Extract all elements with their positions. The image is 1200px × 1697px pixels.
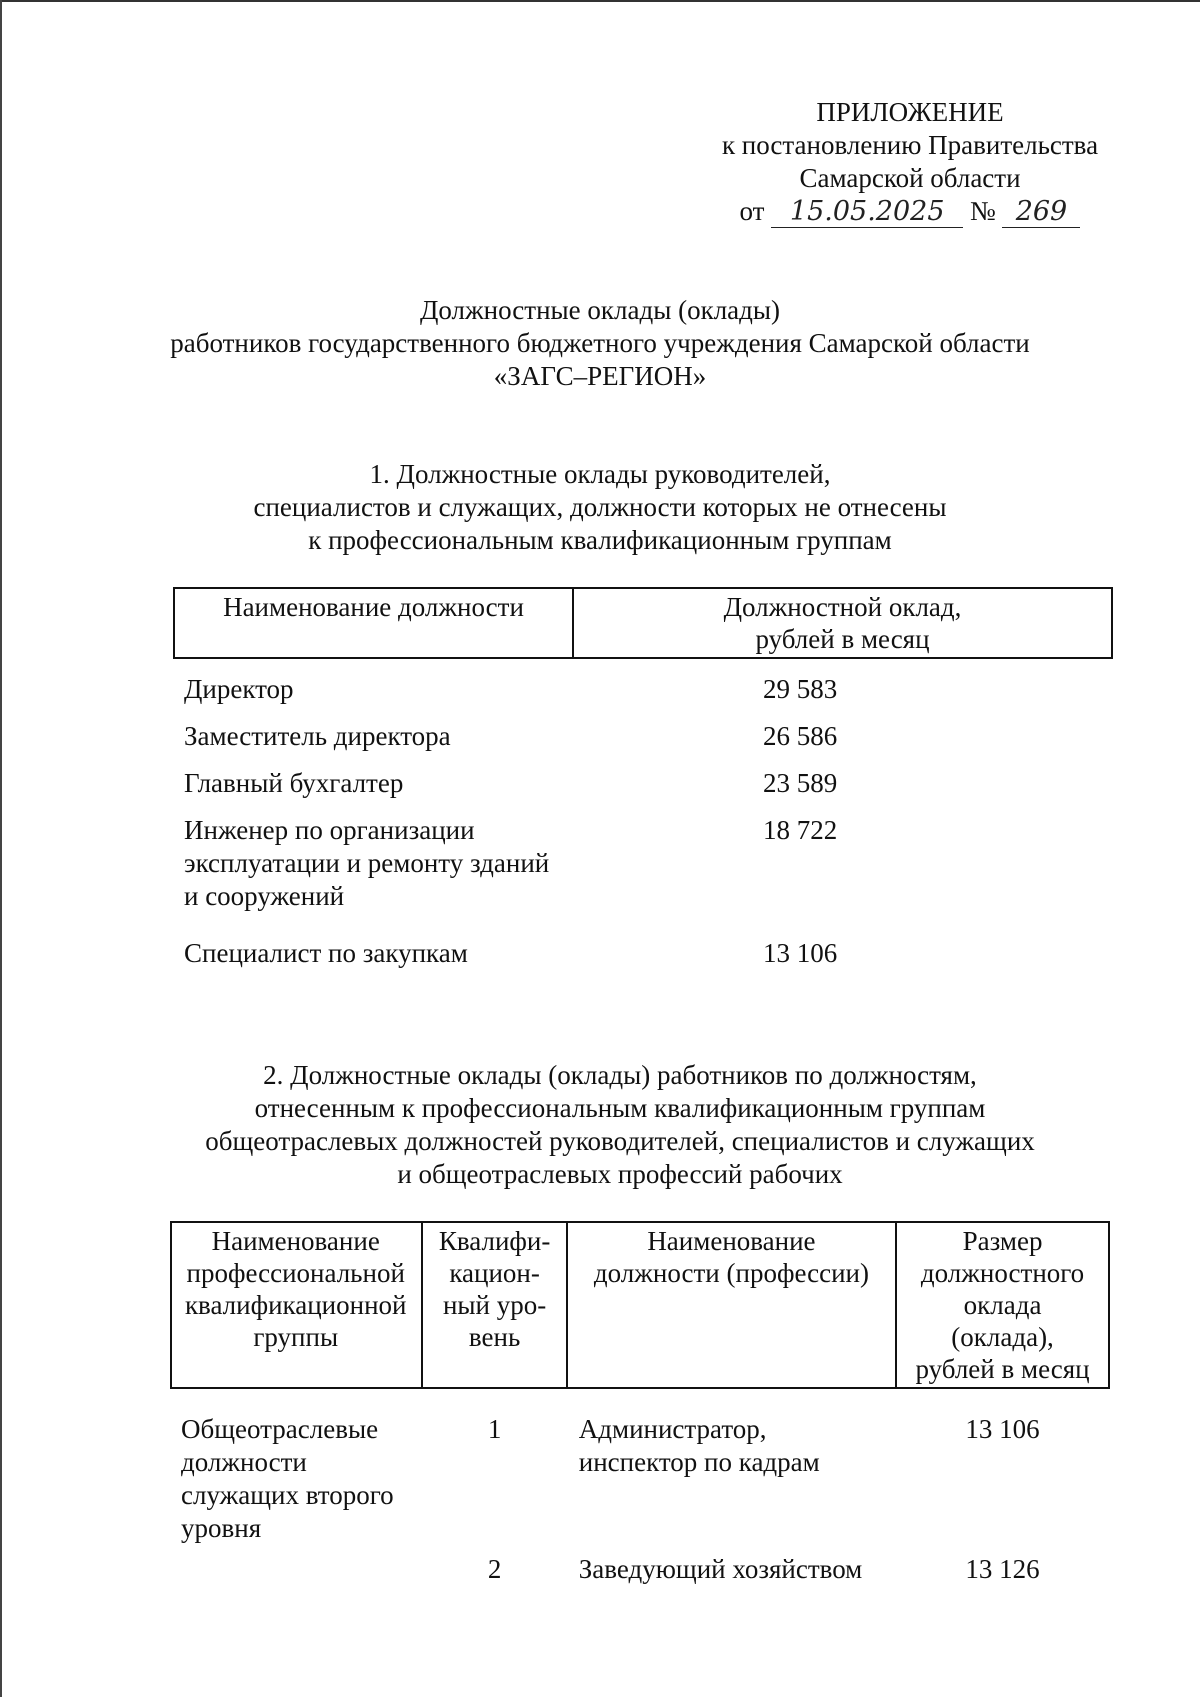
header-position: Наименование должности (профессии) [567, 1222, 896, 1388]
handwritten-number: 269 [1002, 197, 1080, 228]
title-line-3: «ЗАГС–РЕГИОН» [493, 361, 707, 391]
document-title [150, 294, 1050, 393]
table-row [174, 658, 1112, 706]
scan-edge-top [0, 0, 1200, 2]
section-2-title [160, 1059, 1080, 1191]
salary-cell: 18 722 [762, 815, 838, 845]
salary-cell: 29 583 [762, 674, 838, 704]
salary-cell: 13 106 [965, 1414, 1040, 1444]
group-cell: Общеотраслевые должности служащих второго уровня [181, 1414, 394, 1543]
position-cell: Специалист по закупкам [184, 938, 468, 968]
header-position: Наименование должности [174, 588, 573, 658]
salary-cell: 26 586 [762, 721, 838, 751]
scan-edge-left [0, 0, 2, 1697]
salary-cell: 23 589 [762, 768, 838, 798]
position-cell: Заведующий хозяйством [578, 1554, 863, 1584]
appendix-line-2: Самарской области [799, 163, 1021, 193]
header-group: Наименование профессиональной квалификационной группы [171, 1222, 422, 1388]
header-salary: Должностной оклад, рублей в месяц [573, 588, 1112, 658]
position-cell: Администратор, инспектор по кадрам [578, 1414, 820, 1477]
section-2-title-line: и общеотраслевых профессий рабочих [397, 1159, 843, 1189]
table-row [174, 753, 1112, 800]
salary-table-1 [173, 587, 1113, 973]
table-row [174, 706, 1112, 753]
salary-cell: 13 126 [965, 1554, 1040, 1584]
handwritten-date: 15.05.2025 [771, 197, 963, 228]
section-2-title-line: общеотраслевых должностей руководителей, специалистов и служащих [205, 1126, 1035, 1156]
title-line-2: работников государственного бюджетного учреждения Самарской области [170, 328, 1030, 358]
table-row [174, 913, 1112, 973]
salary-cell: 13 106 [762, 938, 838, 968]
section-2-title-line: отнесенным к профессиональным квалификационным группам [254, 1093, 986, 1123]
salary-table-2 [170, 1221, 1110, 1586]
title-line-1: Должностные оклады (оклады) [419, 295, 781, 325]
section-1-title-line: специалистов и служащих, должности которых не отнесены [253, 492, 947, 522]
date-prefix: от [739, 196, 765, 226]
header-level: Квалифи- кацион- ный уро- вень [422, 1222, 566, 1388]
number-sign: № [969, 196, 996, 226]
group-cell [171, 1545, 422, 1586]
appendix-heading: ПРИЛОЖЕНИЕ [816, 97, 1004, 127]
level-cell: 2 [487, 1554, 502, 1584]
appendix-block [700, 96, 1120, 231]
section-1-title-line: 1. Должностные оклады руководителей, [369, 459, 831, 489]
appendix-line-1: к постановлению Правительства [721, 130, 1099, 160]
appendix-date-line [700, 195, 1120, 231]
section-1-title-line: к профессиональным квалификационным группам [308, 525, 892, 555]
table-row [171, 1388, 1109, 1545]
header-salary: Размер должностного оклада (оклада), рублей в месяц [896, 1222, 1109, 1388]
position-cell: Директор [184, 674, 294, 704]
table-row [171, 1545, 1109, 1586]
level-cell: 1 [487, 1414, 502, 1444]
position-cell: Заместитель директора [184, 721, 451, 751]
section-2-title-line: 2. Должностные оклады (оклады) работников по должностям, [263, 1060, 977, 1090]
position-cell: Инженер по организации эксплуатации и ремонту зданий и сооружений [184, 815, 550, 911]
position-cell: Главный бухгалтер [184, 768, 404, 798]
section-1-title [180, 458, 1020, 557]
table-row [174, 800, 1112, 913]
